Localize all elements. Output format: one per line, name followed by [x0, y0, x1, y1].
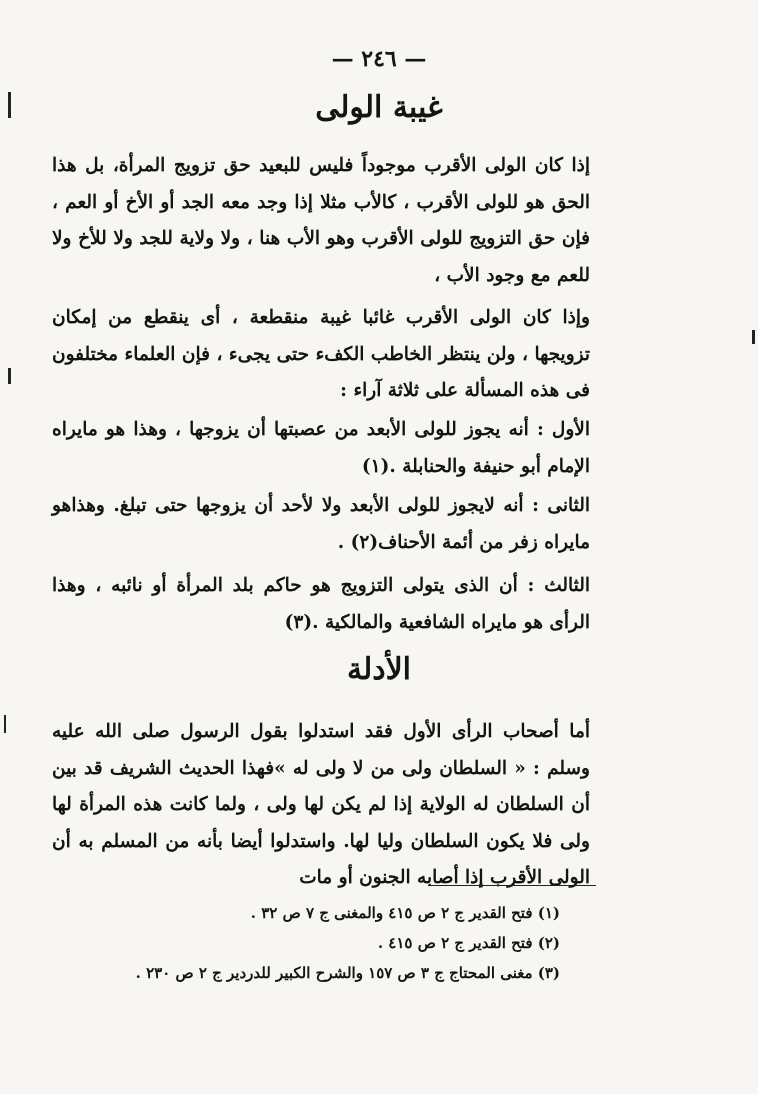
scan-margin-mark [8, 368, 11, 384]
paragraph-text: الثانى : أنه لايجوز للولى الأبعد ولا لأحد أن يزوجها حتى تبلغ. وهذاهو مايراه زفر من أئمة الأحناف(٢) . [52, 495, 590, 553]
body-paragraph [52, 300, 590, 410]
paragraph-text: الأول : أنه يجوز للولى الأبعد من عصبتها أن يزوجها ، وهذا هو مايراه الإمام أبو حنيفة والحنابلة .(١) [52, 419, 590, 477]
scan-margin-mark [752, 330, 755, 344]
footnote: (٢) فتح القدير ج ٢ ص ٤١٥ . [377, 934, 560, 952]
section-heading: غيبة الولى [315, 90, 443, 125]
paragraph-text: الثالث : أن الذى يتولى التزويج هو حاكم بلد المرأة أو نائبه ، وهذا الرأى هو مايراه الشافعية والمالكية .(٣) [52, 575, 590, 633]
footnote: (١) فتح القدير ج ٢ ص ٤١٥ والمغنى ج ٧ ص ٣٢ . [250, 904, 560, 922]
scan-margin-mark [4, 715, 6, 733]
footnotes [100, 898, 560, 988]
page-number: — ٢٤٦ — [331, 46, 427, 72]
paragraph-text: وإذا كان الولى الأقرب غائبا غيبة منقطعة ، أى ينقطع من إمكان تزويجها ، ولن ينتظر الخاطب الكفء حتى يجىء ، فإن العلماء مختلفون فى هذه المسألة على ثلاثة آراء : [52, 307, 590, 401]
paragraph-text: أما أصحاب الرأى الأول فقد استدلوا بقول الرسول صلى الله عليه وسلم : « السلطان ولى من لا ولى له »فهذا الحديث الشريف قد بين أن السلطان له الولاية إذا لم يكن لها ولى ، ولما كانت هذه المرأة لها ولى فلا يكون السلطان وليا لها. واستدلوا أيضا بأنه من المسلم به أن الولى الأقرب إذا أصابه الجنون أو مات [52, 721, 590, 888]
footnote: (٣) مغنى المحتاج ج ٣ ص ١٥٧ والشرح الكبير للدردير ج ٢ ص ٢٣٠ . [135, 964, 560, 982]
opinion-paragraph [52, 488, 590, 561]
footnote-divider [428, 885, 596, 886]
paragraph-text: إذا كان الولى الأقرب موجوداً فليس للبعيد حق تزويج المرأة، بل هذا الحق هو للولى الأقرب ، كالأب مثلا إذا وجد معه الجد أو الأخ أو العم ، فإن حق التزويج للولى الأقرب وهو الأب هنا ، ولا ولاية للجد ولا للأخ ولا للعم مع وجود الأب ، [52, 155, 590, 286]
evidence-paragraph [52, 714, 590, 897]
opinion-paragraph [52, 568, 590, 641]
body-paragraph [52, 148, 590, 294]
section-heading: الأدلة [346, 652, 412, 687]
opinion-paragraph [52, 412, 590, 485]
